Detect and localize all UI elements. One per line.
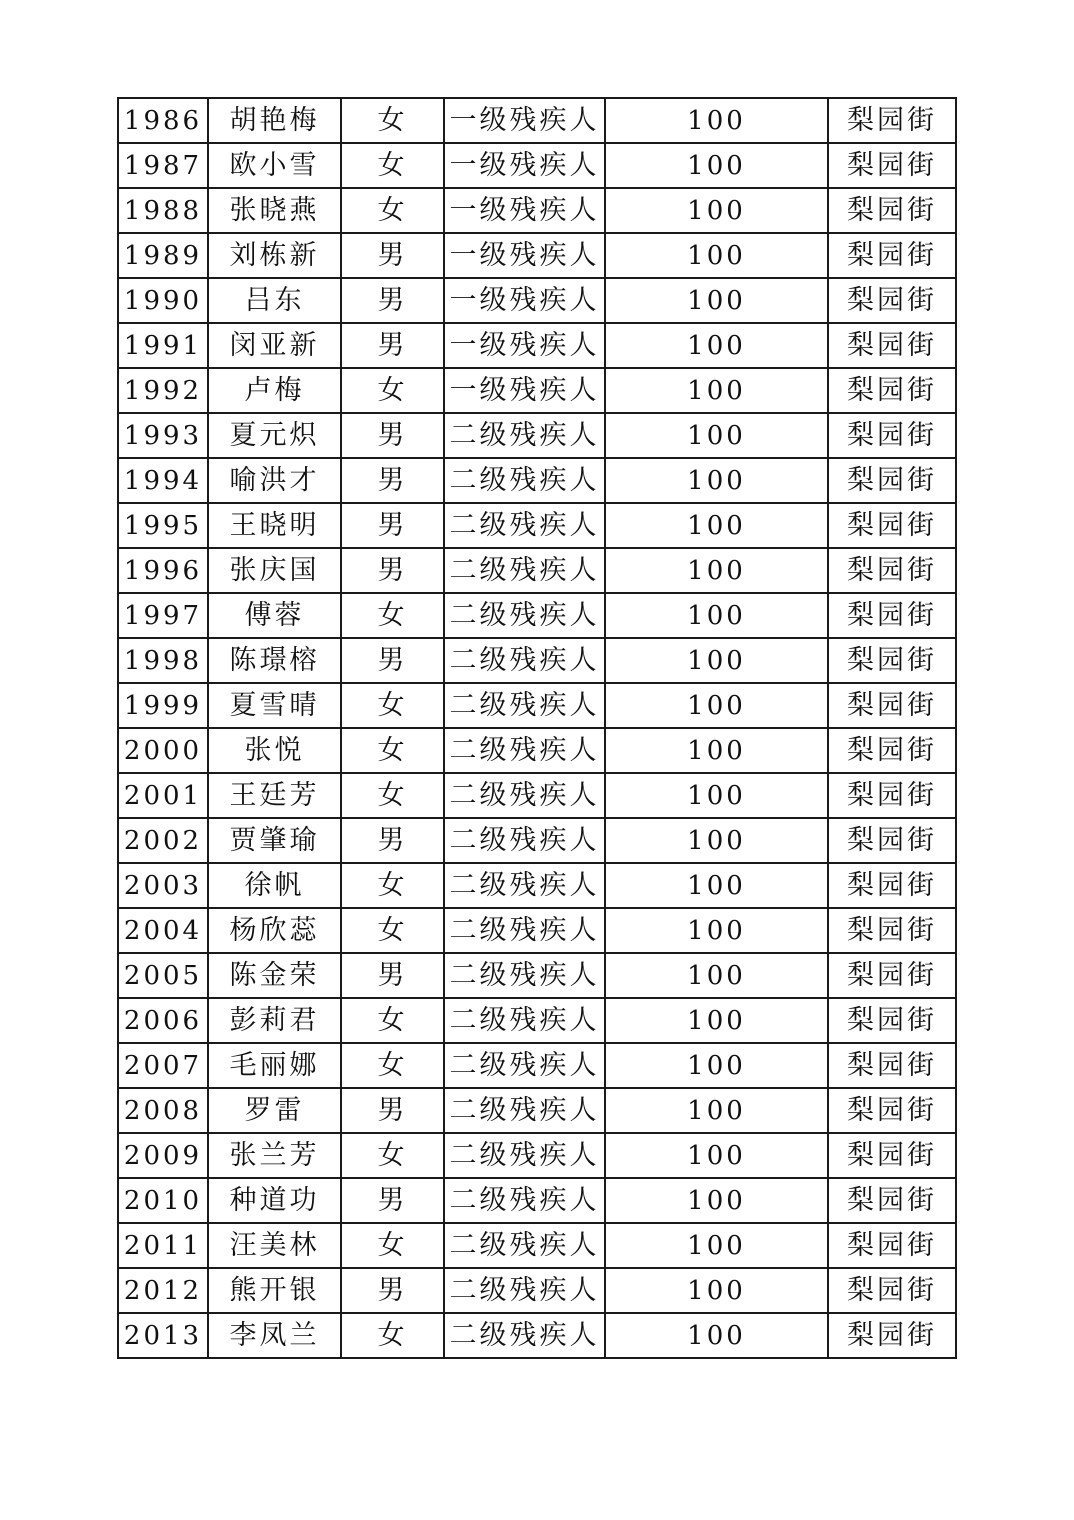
disability-level-cell: 二级残疾人 — [444, 413, 605, 458]
name-cell: 汪美林 — [208, 1223, 341, 1268]
street-cell: 梨园街 — [828, 413, 956, 458]
amount-cell: 100 — [605, 998, 828, 1043]
disability-level-cell: 二级残疾人 — [444, 548, 605, 593]
table-row — [118, 863, 956, 908]
disability-level-cell: 二级残疾人 — [444, 638, 605, 683]
amount-cell: 100 — [605, 503, 828, 548]
gender-cell: 男 — [341, 953, 444, 998]
name-cell: 张晓燕 — [208, 188, 341, 233]
disability-level-cell: 二级残疾人 — [444, 773, 605, 818]
street-cell: 梨园街 — [828, 818, 956, 863]
disability-level-cell: 二级残疾人 — [444, 1133, 605, 1178]
street-cell: 梨园街 — [828, 188, 956, 233]
name-cell: 张悦 — [208, 728, 341, 773]
table-row — [118, 368, 956, 413]
amount-cell: 100 — [605, 1133, 828, 1178]
name-cell: 徐帆 — [208, 863, 341, 908]
gender-cell: 男 — [341, 233, 444, 278]
table-row — [118, 413, 956, 458]
street-cell: 梨园街 — [828, 143, 956, 188]
serial-number-cell: 2008 — [118, 1088, 208, 1133]
street-cell: 梨园街 — [828, 98, 956, 143]
street-cell: 梨园街 — [828, 1268, 956, 1313]
gender-cell: 女 — [341, 188, 444, 233]
serial-number-cell: 2005 — [118, 953, 208, 998]
name-cell: 罗雷 — [208, 1088, 341, 1133]
gender-cell: 男 — [341, 1268, 444, 1313]
name-cell: 王晓明 — [208, 503, 341, 548]
disability-level-cell: 二级残疾人 — [444, 998, 605, 1043]
name-cell: 傅蓉 — [208, 593, 341, 638]
amount-cell: 100 — [605, 773, 828, 818]
disability-level-cell: 二级残疾人 — [444, 1088, 605, 1133]
street-cell: 梨园街 — [828, 773, 956, 818]
serial-number-cell: 1990 — [118, 278, 208, 323]
gender-cell: 女 — [341, 998, 444, 1043]
table-row — [118, 1313, 956, 1358]
serial-number-cell: 1997 — [118, 593, 208, 638]
table-row — [118, 1043, 956, 1088]
serial-number-cell: 1986 — [118, 98, 208, 143]
table-row — [118, 998, 956, 1043]
gender-cell: 男 — [341, 1088, 444, 1133]
serial-number-cell: 1995 — [118, 503, 208, 548]
disability-level-cell: 一级残疾人 — [444, 143, 605, 188]
amount-cell: 100 — [605, 728, 828, 773]
gender-cell: 女 — [341, 728, 444, 773]
street-cell: 梨园街 — [828, 368, 956, 413]
name-cell: 毛丽娜 — [208, 1043, 341, 1088]
serial-number-cell: 2003 — [118, 863, 208, 908]
gender-cell: 女 — [341, 1223, 444, 1268]
table-row — [118, 188, 956, 233]
table-row — [118, 1223, 956, 1268]
serial-number-cell: 2001 — [118, 773, 208, 818]
name-cell: 刘栋新 — [208, 233, 341, 278]
gender-cell: 女 — [341, 593, 444, 638]
name-cell: 夏雪晴 — [208, 683, 341, 728]
disability-level-cell: 一级残疾人 — [444, 98, 605, 143]
serial-number-cell: 1993 — [118, 413, 208, 458]
table-row — [118, 98, 956, 143]
amount-cell: 100 — [605, 683, 828, 728]
table-row — [118, 683, 956, 728]
amount-cell: 100 — [605, 593, 828, 638]
disability-level-cell: 一级残疾人 — [444, 278, 605, 323]
disability-level-cell: 一级残疾人 — [444, 323, 605, 368]
table-row — [118, 548, 956, 593]
disability-level-cell: 二级残疾人 — [444, 458, 605, 503]
street-cell: 梨园街 — [828, 998, 956, 1043]
serial-number-cell: 1996 — [118, 548, 208, 593]
street-cell: 梨园街 — [828, 1043, 956, 1088]
amount-cell: 100 — [605, 98, 828, 143]
table-row — [118, 1133, 956, 1178]
name-cell: 卢梅 — [208, 368, 341, 413]
name-cell: 胡艳梅 — [208, 98, 341, 143]
amount-cell: 100 — [605, 323, 828, 368]
amount-cell: 100 — [605, 548, 828, 593]
street-cell: 梨园街 — [828, 593, 956, 638]
serial-number-cell: 1998 — [118, 638, 208, 683]
street-cell: 梨园街 — [828, 953, 956, 998]
street-cell: 梨园街 — [828, 863, 956, 908]
disability-level-cell: 二级残疾人 — [444, 728, 605, 773]
serial-number-cell: 1991 — [118, 323, 208, 368]
gender-cell: 女 — [341, 863, 444, 908]
disability-level-cell: 二级残疾人 — [444, 1043, 605, 1088]
name-cell: 贾肇瑜 — [208, 818, 341, 863]
amount-cell: 100 — [605, 1178, 828, 1223]
table-row — [118, 908, 956, 953]
name-cell: 李凤兰 — [208, 1313, 341, 1358]
table-row — [118, 233, 956, 278]
disability-level-cell: 二级残疾人 — [444, 1268, 605, 1313]
street-cell: 梨园街 — [828, 683, 956, 728]
disability-level-cell: 二级残疾人 — [444, 1313, 605, 1358]
gender-cell: 男 — [341, 548, 444, 593]
street-cell: 梨园街 — [828, 1088, 956, 1133]
street-cell: 梨园街 — [828, 638, 956, 683]
serial-number-cell: 1987 — [118, 143, 208, 188]
gender-cell: 女 — [341, 683, 444, 728]
name-cell: 闵亚新 — [208, 323, 341, 368]
serial-number-cell: 2002 — [118, 818, 208, 863]
table-row — [118, 1178, 956, 1223]
table-row — [118, 728, 956, 773]
amount-cell: 100 — [605, 458, 828, 503]
gender-cell: 男 — [341, 1178, 444, 1223]
disability-level-cell: 二级残疾人 — [444, 503, 605, 548]
street-cell: 梨园街 — [828, 503, 956, 548]
disability-level-cell: 二级残疾人 — [444, 908, 605, 953]
gender-cell: 男 — [341, 458, 444, 503]
name-cell: 张兰芳 — [208, 1133, 341, 1178]
street-cell: 梨园街 — [828, 1178, 956, 1223]
amount-cell: 100 — [605, 908, 828, 953]
amount-cell: 100 — [605, 413, 828, 458]
gender-cell: 男 — [341, 323, 444, 368]
serial-number-cell: 2009 — [118, 1133, 208, 1178]
gender-cell: 男 — [341, 503, 444, 548]
amount-cell: 100 — [605, 368, 828, 413]
serial-number-cell: 1994 — [118, 458, 208, 503]
table-row — [118, 143, 956, 188]
serial-number-cell: 2007 — [118, 1043, 208, 1088]
serial-number-cell: 1989 — [118, 233, 208, 278]
amount-cell: 100 — [605, 818, 828, 863]
street-cell: 梨园街 — [828, 233, 956, 278]
name-cell: 夏元炽 — [208, 413, 341, 458]
amount-cell: 100 — [605, 1223, 828, 1268]
name-cell: 王廷芳 — [208, 773, 341, 818]
serial-number-cell: 1992 — [118, 368, 208, 413]
name-cell: 陈金荣 — [208, 953, 341, 998]
amount-cell: 100 — [605, 1268, 828, 1313]
disability-level-cell: 一级残疾人 — [444, 188, 605, 233]
disability-level-cell: 二级残疾人 — [444, 818, 605, 863]
disability-subsidy-table — [117, 97, 957, 1359]
amount-cell: 100 — [605, 233, 828, 278]
disability-level-cell: 二级残疾人 — [444, 1178, 605, 1223]
disability-level-cell: 一级残疾人 — [444, 233, 605, 278]
name-cell: 喻洪才 — [208, 458, 341, 503]
gender-cell: 男 — [341, 413, 444, 458]
gender-cell: 女 — [341, 143, 444, 188]
serial-number-cell: 2012 — [118, 1268, 208, 1313]
street-cell: 梨园街 — [828, 1223, 956, 1268]
name-cell: 陈璟榕 — [208, 638, 341, 683]
amount-cell: 100 — [605, 953, 828, 998]
table-row — [118, 593, 956, 638]
street-cell: 梨园街 — [828, 728, 956, 773]
amount-cell: 100 — [605, 638, 828, 683]
table-row — [118, 323, 956, 368]
table-row — [118, 278, 956, 323]
amount-cell: 100 — [605, 1313, 828, 1358]
table-row — [118, 638, 956, 683]
gender-cell: 女 — [341, 98, 444, 143]
amount-cell: 100 — [605, 188, 828, 233]
gender-cell: 女 — [341, 368, 444, 413]
amount-cell: 100 — [605, 278, 828, 323]
street-cell: 梨园街 — [828, 1133, 956, 1178]
name-cell: 彭莉君 — [208, 998, 341, 1043]
amount-cell: 100 — [605, 1088, 828, 1133]
table-row — [118, 1088, 956, 1133]
street-cell: 梨园街 — [828, 908, 956, 953]
serial-number-cell: 2013 — [118, 1313, 208, 1358]
gender-cell: 女 — [341, 908, 444, 953]
gender-cell: 女 — [341, 1043, 444, 1088]
table-row — [118, 458, 956, 503]
serial-number-cell: 2000 — [118, 728, 208, 773]
serial-number-cell: 2006 — [118, 998, 208, 1043]
serial-number-cell: 2004 — [118, 908, 208, 953]
table-body — [118, 98, 956, 1358]
street-cell: 梨园街 — [828, 278, 956, 323]
disability-level-cell: 二级残疾人 — [444, 953, 605, 998]
name-cell: 张庆国 — [208, 548, 341, 593]
gender-cell: 男 — [341, 278, 444, 323]
street-cell: 梨园街 — [828, 1313, 956, 1358]
name-cell: 种道功 — [208, 1178, 341, 1223]
name-cell: 杨欣蕊 — [208, 908, 341, 953]
amount-cell: 100 — [605, 863, 828, 908]
disability-level-cell: 二级残疾人 — [444, 863, 605, 908]
street-cell: 梨园街 — [828, 548, 956, 593]
name-cell: 熊开银 — [208, 1268, 341, 1313]
disability-level-cell: 一级残疾人 — [444, 368, 605, 413]
table-row — [118, 773, 956, 818]
amount-cell: 100 — [605, 1043, 828, 1088]
table-row — [118, 818, 956, 863]
name-cell: 吕东 — [208, 278, 341, 323]
gender-cell: 女 — [341, 1133, 444, 1178]
name-cell: 欧小雪 — [208, 143, 341, 188]
amount-cell: 100 — [605, 143, 828, 188]
table-row — [118, 1268, 956, 1313]
serial-number-cell: 2011 — [118, 1223, 208, 1268]
street-cell: 梨园街 — [828, 458, 956, 503]
serial-number-cell: 1988 — [118, 188, 208, 233]
disability-level-cell: 二级残疾人 — [444, 593, 605, 638]
table-row — [118, 503, 956, 548]
gender-cell: 男 — [341, 638, 444, 683]
serial-number-cell: 1999 — [118, 683, 208, 728]
gender-cell: 女 — [341, 773, 444, 818]
disability-level-cell: 二级残疾人 — [444, 683, 605, 728]
disability-level-cell: 二级残疾人 — [444, 1223, 605, 1268]
gender-cell: 女 — [341, 1313, 444, 1358]
gender-cell: 男 — [341, 818, 444, 863]
table-row — [118, 953, 956, 998]
street-cell: 梨园街 — [828, 323, 956, 368]
serial-number-cell: 2010 — [118, 1178, 208, 1223]
